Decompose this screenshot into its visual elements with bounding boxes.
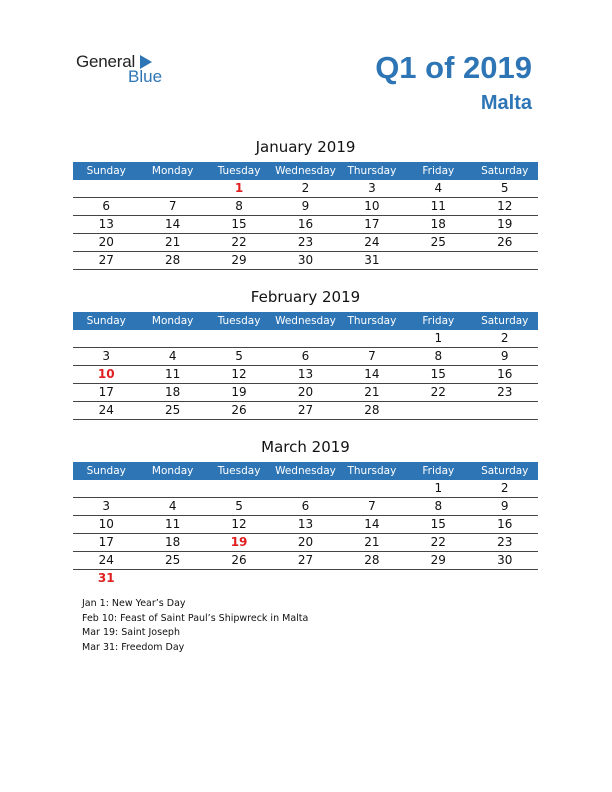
week-row [73, 216, 538, 234]
day-cell: 11 [430, 199, 446, 213]
day-cell: 17 [98, 535, 114, 549]
day-cell: 29 [231, 253, 247, 267]
day-cell: 6 [102, 199, 111, 213]
month-grid [73, 330, 538, 420]
day-cell: 2 [500, 481, 509, 495]
day-cell: 7 [368, 499, 376, 513]
week-row [73, 516, 538, 534]
day-cell: 2 [500, 331, 509, 345]
day-cell: 1 [434, 331, 443, 345]
day-cell [206, 480, 272, 497]
week-row [73, 384, 538, 402]
day-cell: 22 [430, 385, 446, 399]
day-cell: 22 [231, 235, 247, 249]
day-cell: 18 [164, 535, 181, 549]
day-cell: 3 [102, 499, 111, 513]
country-name: Malta [480, 92, 532, 114]
day-cell: 21 [364, 535, 380, 549]
page-title: Q1 of 2019 [375, 50, 532, 85]
day-cell: 2 [301, 181, 310, 195]
weekday-label: Sunday [86, 315, 126, 327]
day-cell [339, 480, 405, 497]
day-cell: 6 [301, 499, 310, 513]
day-cell [73, 480, 139, 497]
day-cell: 24 [98, 403, 114, 417]
day-cell: 12 [497, 199, 513, 213]
day-cell: 10 [98, 517, 114, 531]
day-cell: 10 [97, 367, 115, 381]
weekday-label: Friday [422, 315, 455, 327]
day-cell [206, 330, 272, 347]
weekday-label: Monday [151, 465, 194, 477]
day-cell: 4 [168, 499, 177, 513]
day-cell: 13 [98, 217, 114, 231]
weekday-label: Wednesday [275, 465, 336, 477]
weekday-header [73, 162, 538, 180]
day-cell [206, 570, 272, 587]
day-cell: 27 [98, 253, 114, 267]
day-cell: 6 [301, 349, 310, 363]
week-row [73, 498, 538, 516]
day-cell: 5 [235, 349, 243, 363]
day-cell: 3 [102, 349, 111, 363]
weekday-label: Saturday [481, 465, 529, 477]
month-march [73, 437, 538, 587]
holiday-item: Jan 1: New Year’s Day [82, 598, 186, 609]
day-cell: 1 [434, 481, 443, 495]
weekday-label: Monday [151, 315, 194, 327]
day-cell: 20 [98, 235, 114, 249]
day-cell: 16 [497, 367, 513, 381]
day-cell: 5 [500, 181, 509, 195]
weekday-label: Thursday [347, 165, 397, 177]
day-cell: 21 [364, 385, 380, 399]
weekday-label: Thursday [347, 465, 397, 477]
day-cell: 15 [430, 367, 446, 381]
day-cell: 22 [430, 535, 446, 549]
day-cell: 29 [430, 553, 446, 567]
holiday-item: Mar 19: Saint Joseph [82, 627, 180, 638]
month-february [73, 287, 538, 420]
month-january [73, 137, 538, 270]
weekday-label: Friday [422, 165, 455, 177]
week-row [73, 570, 538, 587]
week-row [73, 552, 538, 570]
day-cell: 11 [164, 517, 181, 531]
logo-text-blue: Blue [128, 67, 163, 86]
day-cell [272, 480, 338, 497]
day-cell: 19 [230, 535, 248, 549]
week-row [73, 234, 538, 252]
day-cell: 27 [297, 403, 314, 417]
day-cell: 14 [364, 517, 380, 531]
day-cell: 13 [297, 517, 314, 531]
day-cell: 25 [430, 235, 446, 249]
day-cell [139, 570, 205, 587]
week-row [73, 330, 538, 348]
week-row [73, 480, 538, 498]
day-cell: 7 [368, 349, 376, 363]
day-cell: 14 [164, 217, 181, 231]
week-row [73, 534, 538, 552]
day-cell [472, 402, 538, 419]
day-cell: 17 [364, 217, 380, 231]
day-cell: 28 [364, 403, 380, 417]
day-cell: 3 [368, 181, 376, 195]
day-cell: 8 [434, 499, 443, 513]
week-row [73, 402, 538, 420]
day-cell: 17 [98, 385, 114, 399]
weekday-label: Friday [422, 465, 455, 477]
day-cell [339, 330, 405, 347]
generalblue-logo [76, 52, 176, 88]
week-row [73, 252, 538, 270]
month-grid [73, 180, 538, 270]
day-cell [272, 330, 338, 347]
day-cell: 31 [97, 571, 115, 585]
day-cell: 9 [301, 199, 310, 213]
day-cell [405, 570, 471, 587]
day-cell: 31 [364, 253, 380, 267]
weekday-label: Thursday [347, 315, 397, 327]
day-cell: 20 [297, 385, 314, 399]
day-cell [73, 330, 139, 347]
day-cell: 11 [164, 367, 181, 381]
day-cell: 18 [430, 217, 446, 231]
day-cell [272, 570, 338, 587]
day-cell: 12 [231, 367, 247, 381]
day-cell: 14 [364, 367, 380, 381]
day-cell: 27 [297, 553, 314, 567]
weekday-label: Tuesday [217, 165, 261, 177]
day-cell: 25 [164, 403, 181, 417]
day-cell: 25 [164, 553, 181, 567]
day-cell: 15 [231, 217, 247, 231]
week-row [73, 180, 538, 198]
day-cell: 4 [434, 181, 443, 195]
day-cell: 23 [297, 235, 314, 249]
month-title: March 2019 [261, 438, 350, 456]
holiday-item: Mar 31: Freedom Day [82, 641, 185, 653]
day-cell: 23 [497, 535, 513, 549]
week-row [73, 198, 538, 216]
day-cell [139, 330, 205, 347]
day-cell: 19 [231, 385, 247, 399]
weekday-label: Wednesday [275, 315, 336, 327]
day-cell: 28 [364, 553, 380, 567]
month-title: February 2019 [250, 288, 361, 306]
day-cell [405, 402, 471, 419]
day-cell: 18 [164, 385, 181, 399]
day-cell: 8 [434, 349, 443, 363]
day-cell: 26 [231, 553, 247, 567]
weekday-label: Sunday [86, 465, 126, 477]
day-cell: 15 [430, 517, 446, 531]
day-cell: 12 [231, 517, 247, 531]
weekday-header [73, 312, 538, 330]
day-cell: 8 [235, 199, 243, 213]
holiday-item: Feb 10: Feast of Saint Paul’s Shipwreck in Malta [82, 612, 309, 624]
weekday-label: Tuesday [217, 465, 261, 477]
day-cell: 20 [297, 535, 314, 549]
day-cell: 16 [297, 217, 314, 231]
day-cell: 24 [364, 235, 380, 249]
day-cell: 5 [235, 499, 243, 513]
day-cell: 21 [164, 235, 181, 249]
weekday-label: Wednesday [275, 165, 336, 177]
day-cell: 4 [168, 349, 177, 363]
day-cell [405, 252, 471, 269]
day-cell: 7 [168, 199, 177, 213]
day-cell: 16 [497, 517, 513, 531]
weekday-label: Saturday [481, 315, 529, 327]
logo-text-general: General [76, 52, 136, 71]
day-cell: 10 [364, 199, 380, 213]
day-cell: 30 [297, 253, 314, 267]
weekday-header [73, 462, 538, 480]
day-cell [139, 180, 205, 197]
day-cell: 26 [231, 403, 247, 417]
day-cell [472, 570, 538, 587]
day-cell [139, 480, 205, 497]
holiday-list [82, 597, 308, 655]
day-cell: 24 [98, 553, 114, 567]
day-cell: 28 [164, 253, 181, 267]
weekday-label: Sunday [86, 165, 126, 177]
week-row [73, 348, 538, 366]
day-cell [472, 252, 538, 269]
day-cell: 19 [497, 217, 513, 231]
day-cell: 1 [234, 181, 244, 195]
day-cell: 9 [500, 499, 509, 513]
week-row [73, 366, 538, 384]
weekday-label: Monday [151, 165, 194, 177]
weekday-label: Tuesday [217, 315, 261, 327]
day-cell [339, 570, 405, 587]
day-cell [73, 180, 139, 197]
day-cell: 26 [497, 235, 513, 249]
day-cell: 23 [497, 385, 513, 399]
weekday-label: Saturday [481, 165, 529, 177]
day-cell: 13 [297, 367, 314, 381]
day-cell: 9 [500, 349, 509, 363]
month-grid [73, 480, 538, 587]
month-title: January 2019 [255, 138, 356, 156]
day-cell: 30 [497, 553, 513, 567]
